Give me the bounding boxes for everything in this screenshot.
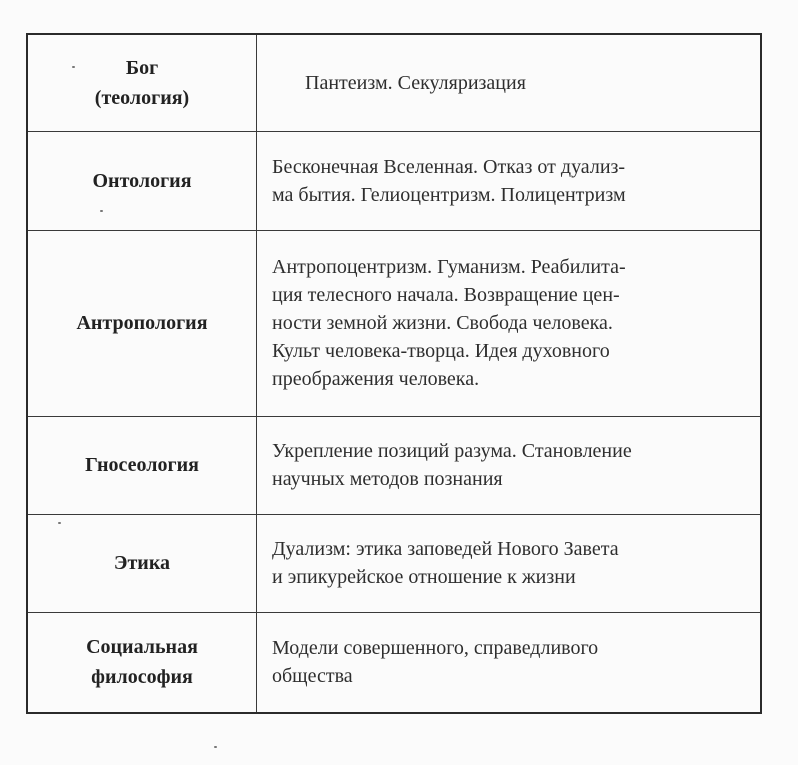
topic-cell [27, 131, 257, 230]
topic-label: Социальная [86, 636, 198, 659]
scan-speck [100, 210, 103, 212]
table-row-ethics [27, 514, 761, 612]
table-row-gnoseology [27, 416, 761, 514]
topic-cell [27, 34, 257, 131]
topic-cell [27, 514, 257, 612]
description-text: и эпикурейское отношение к жизни [272, 566, 576, 588]
description-text: ности земной жизни. Свобода человека. [272, 312, 613, 334]
description-text: Укрепление позиций разума. Становление [272, 440, 632, 462]
description-text: Антропоцентризм. Гуманизм. Реабилита- [272, 256, 626, 278]
topic-cell [27, 230, 257, 416]
table-row-theology [27, 34, 761, 131]
topic-cell [27, 416, 257, 514]
description-text: Дуализм: этика заповедей Нового Завета [272, 538, 619, 560]
description-cell [257, 514, 762, 612]
topic-label: Этика [113, 552, 171, 574]
description-text: ция телесного начала. Возвращение цен- [272, 284, 620, 306]
topic-label: Гносеология [85, 454, 199, 476]
description-text: ма бытия. Гелиоцентризм. Полицентризм [272, 183, 626, 206]
description-cell [257, 612, 762, 713]
description-cell [257, 34, 762, 131]
scan-speck [72, 66, 75, 68]
philosophy-table [26, 33, 762, 714]
description-text: Модели совершенного, справедливого [272, 637, 599, 660]
table-row-ontology [27, 131, 761, 230]
scan-speck [214, 746, 217, 748]
description-text: преображения человека. [272, 368, 480, 390]
topic-label: Онтология [92, 169, 192, 192]
topic-cell [27, 612, 257, 713]
topic-label: Бог [125, 56, 159, 79]
description-text: научных методов познания [272, 468, 503, 490]
topic-label: Антропология [76, 312, 208, 334]
topic-label: (теология) [94, 86, 190, 109]
description-cell [257, 230, 762, 416]
description-text: Культ человека-творца. Идея духовного [272, 340, 610, 362]
table-row-social-philosophy [27, 612, 761, 713]
description-text: общества [272, 665, 353, 688]
description-text: Бесконечная Вселенная. Отказ от дуализ- [272, 155, 626, 178]
table-row-anthropology [27, 230, 761, 416]
description-cell [257, 131, 762, 230]
description-cell [257, 416, 762, 514]
description-text: Пантеизм. Секуляризация [305, 71, 526, 94]
topic-label: философия [91, 666, 193, 689]
scan-speck [58, 522, 61, 524]
